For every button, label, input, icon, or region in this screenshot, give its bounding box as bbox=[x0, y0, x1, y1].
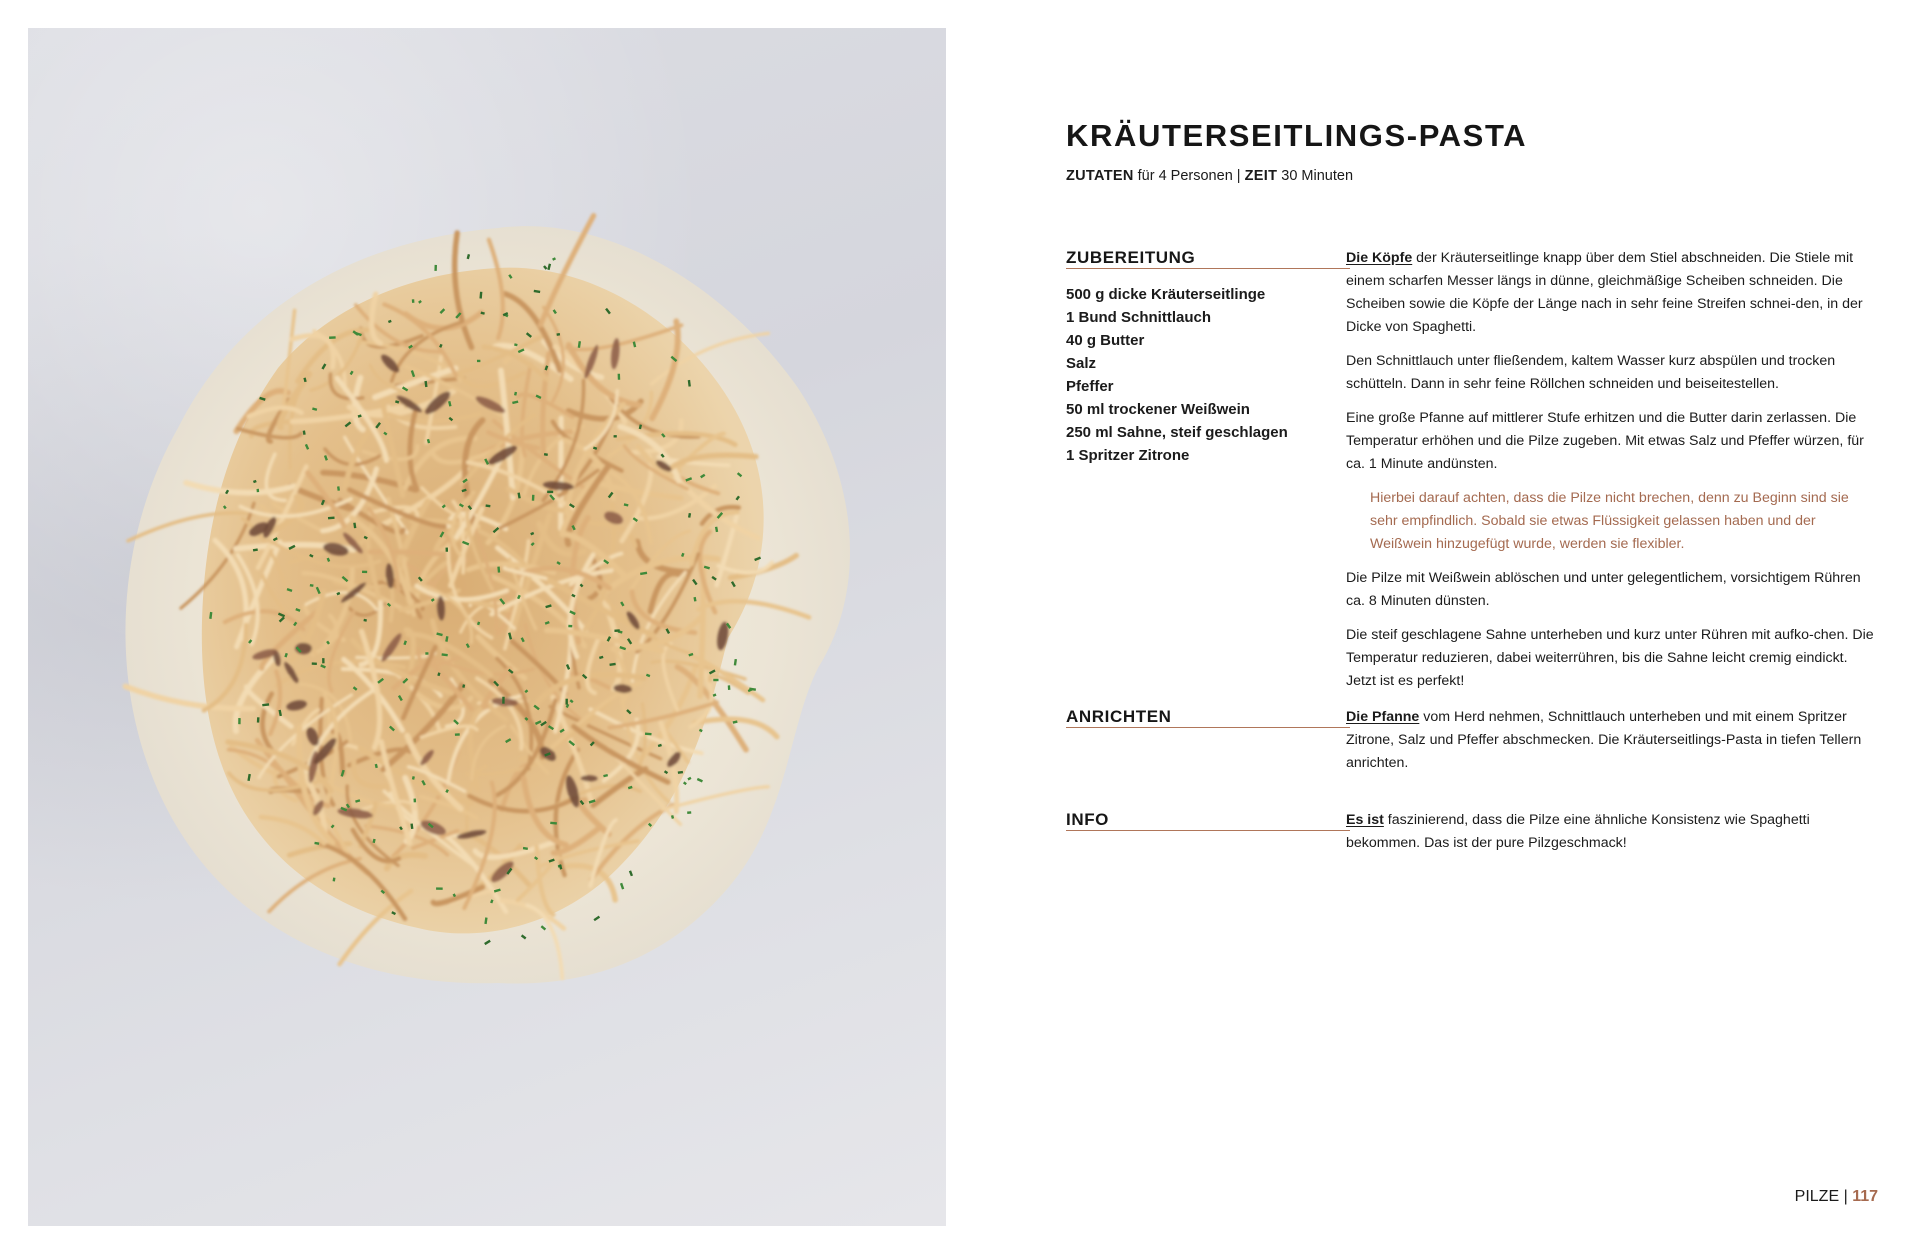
chive-piece bbox=[687, 811, 691, 814]
footer-separator: | bbox=[1843, 1188, 1848, 1205]
chive-piece bbox=[455, 733, 460, 736]
chive-piece bbox=[614, 629, 619, 632]
step-paragraph: Den Schnittlauch unter fließendem, kaltem Wasser kurz abspülen und trocken schütteln. Dann in sehr feine Röllchen schneiden und beiseitestellen. bbox=[1346, 353, 1836, 392]
pasta-strand bbox=[370, 552, 449, 555]
chive-piece bbox=[446, 548, 449, 552]
chive-piece bbox=[238, 718, 241, 724]
ingredient-item: Salz bbox=[1066, 355, 1097, 372]
chive-piece bbox=[614, 435, 617, 437]
tip-note: Hierbei darauf achten, dass die Pilze nicht brechen, denn zu Beginn sind sie sehr empfindlich. Sobald sie etwas Flüssigkeit gelassen haben und der Weißwein hinzugefügt wurde, werden sie flexibler. bbox=[1370, 490, 1849, 552]
ingredients-label: ZUTATEN bbox=[1066, 168, 1134, 184]
info-text bbox=[1346, 809, 1880, 866]
chive-piece bbox=[547, 491, 553, 494]
ingredient-item: 1 Bund Schnittlauch bbox=[1066, 309, 1212, 326]
step-text: der Kräuterseitlinge knapp über dem Stiel abschneiden. Die Stiele mit einem scharfen Messer längs in dünne, gleichmäßige Scheiben schneiden. Die Scheiben sowie die Köpfe der Länge nach in sehr feine Streifen schnei-den, in der Dicke von Spaghetti. bbox=[1346, 250, 1863, 335]
chive-piece bbox=[257, 717, 260, 722]
chive-piece bbox=[434, 265, 437, 271]
recipe-title: KRÄUTERSEITLINGS-PASTA bbox=[1066, 118, 1528, 153]
recipe-meta bbox=[1066, 168, 1353, 184]
step-paragraph: Die steif geschlagene Sahne unterheben und kurz unter Rühren mit aufko-chen. Die Temperatur reduzieren, dabei weiterrühren, bis die Sahne leicht cremig eindickt. Jetzt ist es perfekt! bbox=[1346, 627, 1874, 689]
chive-piece bbox=[556, 333, 560, 336]
chive-piece bbox=[502, 697, 505, 704]
ingredient-item: 1 Spritzer Zitrone bbox=[1066, 447, 1190, 464]
serving-body: vom Herd nehmen, Schnittlauch unterheben und mit einem Spritzer Zitrone, Salz und Pfeffer abschmecken. Die Kräuterseitlings-Pasta in tiefen Tellern anrichten. bbox=[1346, 709, 1862, 771]
chive-piece bbox=[425, 652, 428, 655]
serving-paragraph bbox=[1346, 706, 1880, 775]
info-lead: Es ist bbox=[1346, 812, 1384, 828]
ingredient-list bbox=[1066, 283, 1326, 467]
chive-piece bbox=[568, 625, 572, 628]
info-body: faszinierend, dass die Pilze eine ähnliche Konsistenz wie Spaghetti bekommen. Das ist der pure Pilzgeschmack! bbox=[1346, 812, 1810, 851]
chive-piece bbox=[645, 733, 652, 736]
page-number: 117 bbox=[1852, 1188, 1878, 1205]
meta-separator: | bbox=[1236, 168, 1241, 184]
serving-lead: Die Pfanne bbox=[1346, 709, 1420, 725]
chive-piece bbox=[436, 887, 443, 890]
step-paragraph: Eine große Pfanne auf mittlerer Stufe erhitzen und die Butter darin zerlassen. Die Temperatur erhöhen und die Pilze zugeben. Mit etwas Salz und Pfeffer würzen, für ca. 1 Minute andünsten. bbox=[1346, 410, 1864, 472]
time-label: ZEIT bbox=[1244, 168, 1278, 184]
pasta-plate-illustration bbox=[28, 28, 946, 1226]
chive-piece bbox=[728, 685, 731, 690]
chive-piece bbox=[414, 799, 417, 803]
chive-piece bbox=[477, 360, 480, 362]
chive-piece bbox=[618, 374, 621, 380]
section-heading-serving: ANRICHTEN bbox=[1066, 707, 1350, 728]
chive-piece bbox=[713, 679, 718, 681]
chive-piece bbox=[257, 489, 260, 492]
step-paragraph: Die Pilze mit Weißwein ablöschen und unter gelegentlichem, vorsichtigem Rühren ca. 8 Minuten dünsten. bbox=[1346, 570, 1861, 609]
chive-piece bbox=[328, 517, 335, 520]
section-heading-preparation: ZUBEREITUNG bbox=[1066, 248, 1350, 269]
preparation-steps bbox=[1346, 247, 1880, 704]
servings-value: für 4 Personen bbox=[1137, 168, 1233, 184]
serving-text bbox=[1346, 706, 1880, 786]
ingredient-item: 50 ml trockener Weißwein bbox=[1066, 401, 1250, 418]
ingredient-item: Pfeffer bbox=[1066, 378, 1114, 395]
dish-photo bbox=[28, 28, 946, 1226]
ingredient-item: 250 ml Sahne, steif geschlagen bbox=[1066, 424, 1288, 441]
section-heading-info: INFO bbox=[1066, 810, 1350, 831]
chive-piece bbox=[532, 495, 535, 501]
chive-piece bbox=[322, 658, 324, 663]
time-value: 30 Minuten bbox=[1281, 168, 1354, 184]
info-paragraph bbox=[1346, 809, 1880, 855]
chapter-name: PILZE bbox=[1794, 1188, 1840, 1205]
chive-piece bbox=[362, 571, 367, 574]
step-lead: Die Köpfe bbox=[1346, 250, 1413, 266]
ingredient-item: 40 g Butter bbox=[1066, 332, 1145, 349]
chive-piece bbox=[566, 699, 568, 705]
chive-piece bbox=[312, 662, 317, 665]
step-paragraph bbox=[1346, 247, 1880, 339]
chive-piece bbox=[329, 336, 336, 339]
ingredient-item: 500 g dicke Kräuterseitlinge bbox=[1066, 286, 1266, 303]
page-footer bbox=[1795, 1188, 1878, 1206]
chive-piece bbox=[412, 299, 415, 303]
